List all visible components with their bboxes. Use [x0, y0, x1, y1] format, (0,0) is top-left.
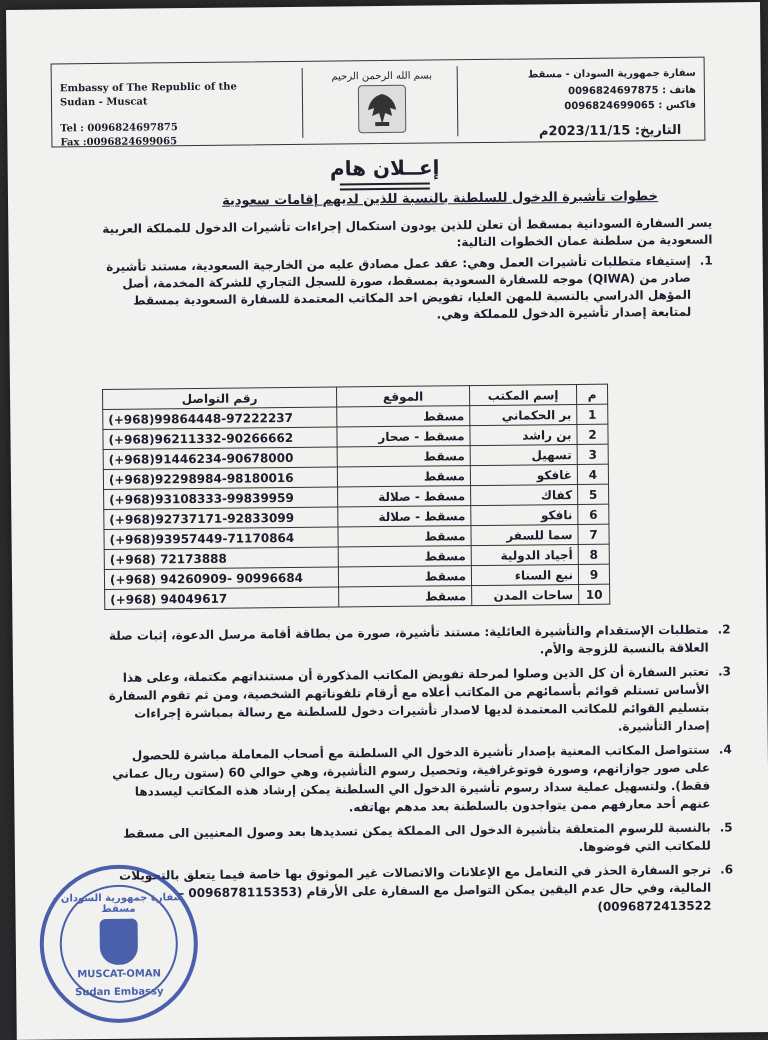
- cell-location: مسقط: [338, 546, 471, 567]
- cell-location: مسقط: [338, 566, 471, 587]
- cell-location: مسقط: [337, 406, 470, 427]
- cell-office: نافكو: [471, 504, 578, 525]
- cell-location: مسقط - صلالة: [338, 506, 471, 527]
- cell-office: بن راشد: [470, 424, 577, 445]
- item-text: تعتبر السفارة أن كل الذين وصلوا لمرحلة تفويض المكاتب المذكورة أن مستنداتهم مكتملة، وعلى هذا الأساس تستلم قوائم بأسمائهم من المكاتب أعلاه مع أرقام تلفوناتهم الشخصية، ومن ثم تقوم السفارة بتسليم القوائم للمكاتب المعتمدة لديها لاصدار تأشيرات دخول للسلطنة مع رسالة بمباشرة إجراءات إصدار التأشيرة.: [108, 664, 710, 734]
- cell-number: 5: [578, 484, 609, 504]
- list-item: [104, 620, 730, 663]
- item-number: 2.: [717, 622, 731, 637]
- announcement-subheading: خطوات تأشيرة الدخول للسلطنة بالنسبة للذين لديهم إقامات سعودية: [221, 189, 659, 209]
- cell-number: 9: [578, 564, 609, 584]
- fax-ar: فاكس : 0096824699065: [564, 99, 697, 113]
- list-item: [105, 662, 732, 741]
- cell-number: 3: [577, 444, 608, 464]
- intro-section: [96, 215, 713, 330]
- cell-phone: (+968)92298984-98180016: [103, 467, 337, 489]
- cell-number: 8: [578, 544, 609, 564]
- sudan-emblem-icon: [358, 85, 407, 134]
- letterhead-divider-right: [457, 66, 459, 136]
- item-number: 3.: [717, 664, 732, 679]
- offices-table: [102, 384, 610, 610]
- item-text: متطلبات الإستقدام والتأشيرة العائلية: مستند تأشيرة، صورة من بطاقة أقامة مرسل الدعوة، إثبات صلة العلاقة بالنسبة للزوجة والأم.: [108, 622, 709, 657]
- cell-phone: (+968) 72173888: [104, 547, 338, 569]
- cell-number: 2: [577, 424, 608, 444]
- cell-phone: (+968) 94049617: [105, 587, 339, 609]
- basmala: بسم الله الرحمن الرحيم: [331, 70, 433, 83]
- cell-phone: (+968)92737171-92833099: [104, 507, 338, 529]
- cell-phone: (+968) 94260909- 90996684: [104, 567, 338, 589]
- item-text: بالنسبة للرسوم المتعلقة بتأشيرة الدخول الى المملكة يمكن تسديدها بعد وصول المعنيين الى مسقط للمكاتب التي فوضوها.: [123, 820, 711, 854]
- item-number: 6.: [720, 862, 734, 877]
- list-item: [107, 818, 733, 861]
- cell-phone: (+968)91446234-90678000: [103, 447, 337, 469]
- list-item: [97, 253, 714, 327]
- tel-en: Tel : 0096824697875: [60, 122, 178, 135]
- embassy-stamp: [39, 864, 199, 1024]
- embassy-name-en: Embassy of The Republic of the Sudan - Muscat: [59, 81, 237, 109]
- cell-phone: (+968)93957449-71170864: [104, 527, 338, 549]
- heading-underline: [340, 183, 430, 191]
- stamp-emblem-icon: [100, 919, 138, 965]
- cell-number: 6: [578, 504, 609, 524]
- cell-location: مسقط - صحار: [337, 426, 470, 447]
- col-header-office: إسم المكتب: [469, 384, 576, 405]
- letterhead-center: [322, 70, 443, 133]
- item-number: 5.: [719, 820, 733, 835]
- intro-paragraph: يسر السفارة السودانية بمسقط أن تعلن للذين يودون استكمال إجراءات تأشيرات الدخول للمملكة العربية السعودية من سلطنة عمان الخطوات التالية:: [102, 215, 713, 250]
- cell-office: نبع السناء: [471, 564, 578, 585]
- letterhead-english: [60, 80, 261, 150]
- item-text: ترجو السفارة الحذر في التعامل مع الإعلانات والاتصالات غير الموثوق بها خاصة فيما يتعلق بالتحويلات المالية، وفي حال عدم اليقين يمكن التواصل مع السفارة على الأرقام (0096878115353 – 0096872413522): [119, 862, 712, 914]
- tel-ar: هاتف : 0096824697875: [568, 84, 696, 98]
- cell-office: أجياد الدولية: [471, 544, 578, 565]
- col-header-number: م: [576, 384, 607, 404]
- cell-number: 7: [578, 524, 609, 544]
- cell-location: مسقط: [338, 526, 471, 547]
- item-number: 4.: [718, 742, 732, 757]
- cell-number: 4: [577, 464, 608, 484]
- cell-location: مسقط: [337, 466, 470, 487]
- cell-location: مسقط - صلالة: [338, 486, 471, 507]
- list-item: [106, 740, 733, 819]
- item-text: ستتواصل المكاتب المعنية بإصدار تأشيرة الدخول الي السلطنة مع أصحاب المعاملة مباشرة للحصول على صور جوازاتهم، وصورة فوتوغرافية، وتحصيل رسوم التأشيرة، وهي حوالي 60 (ستون ريال عماني فقط). ولتسهيل عملية سداد رسوم تأشيرة الدخول الي السلطنة يمكن إرشاد هذه المكاتب ليسددها عنهم أحد معارفهم ممن يتواجدون بالسلطنة بعد مدهم بهاتفه.: [112, 742, 711, 815]
- col-header-phone: رقم التواصل: [103, 387, 337, 409]
- cell-office: بر الحكماني: [470, 404, 577, 425]
- item-number: 1.: [699, 253, 713, 268]
- cell-office: كفاك: [471, 484, 578, 505]
- instructions-list: [104, 620, 733, 927]
- cell-number: 10: [579, 584, 610, 604]
- cell-office: سما للسفر: [471, 524, 578, 545]
- embassy-name-ar: سفارة جمهورية السودان - مسقط: [527, 67, 696, 81]
- list-item: [107, 860, 734, 921]
- item-text: إستيفاء متطلبات تأشيرات العمل وهي: عقد عمل مصادق عليه من الخارجية السعودية، مستند تأشيرة صادر من (QIWA) موجه للسفارة السعودية بمسقط، صورة للسجل التجاري للشركة المخدمة، أصل المؤهل الدراسي بالنسبة للمهن العليا، تفويض احد المكاتب المعتمدة للسفارة السعودية بمسقط لمتابعة إصدار تأشيرة الدخول للمملكة وهي.: [106, 253, 692, 322]
- letterhead-divider-left: [302, 68, 304, 138]
- cell-phone: (+968)99864448-97222237: [103, 407, 337, 429]
- cell-phone: (+968)93108333-99839959: [104, 487, 338, 509]
- cell-office: ساحات المدن: [472, 584, 579, 605]
- cell-office: تسهيل: [470, 444, 577, 465]
- letterhead-arabic: [476, 66, 696, 115]
- document-date: التاريخ: 2023/11/15م: [538, 122, 682, 140]
- heading-text: إعــلان هام: [329, 155, 440, 181]
- cell-location: مسقط: [337, 446, 470, 467]
- document-page: [6, 2, 768, 1040]
- fax-en: Fax :0096824699065: [60, 136, 178, 149]
- cell-number: 1: [577, 404, 608, 424]
- cell-location: مسقط: [339, 586, 472, 607]
- stamp-text-arabic: سفارة جمهورية السودان - مسقط: [53, 892, 184, 915]
- cell-office: غافكو: [470, 464, 577, 485]
- table-row: [105, 584, 610, 609]
- col-header-location: الموقع: [336, 386, 469, 407]
- stamp-text-city: MUSCAT-OMAN: [77, 968, 161, 981]
- stamp-text-english: Sudan Embassy: [75, 986, 164, 999]
- cell-phone: (+968)96211332-90266662: [103, 427, 337, 449]
- announcement-heading: [8, 152, 762, 194]
